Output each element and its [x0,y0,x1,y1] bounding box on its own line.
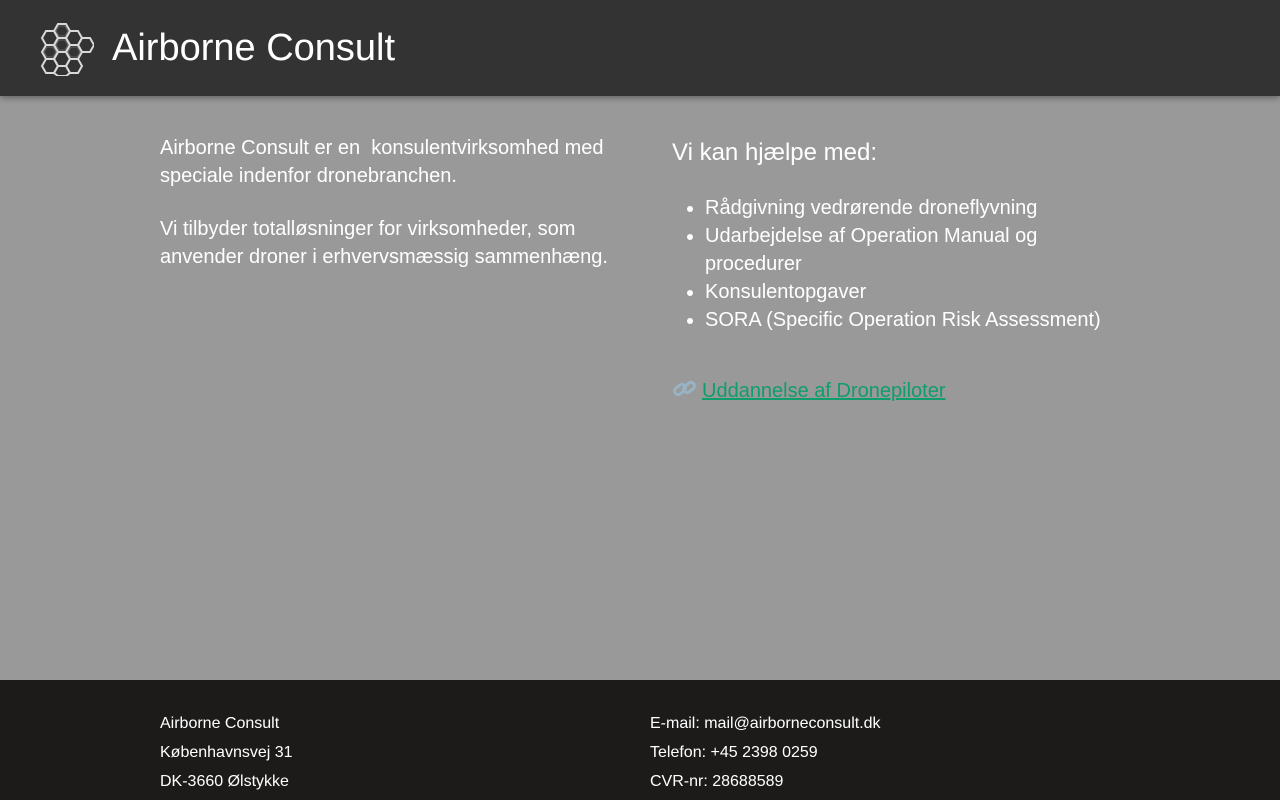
training-link[interactable]: Uddannelse af Dronepiloter [702,380,946,402]
site-header [0,0,1280,96]
services-column [672,136,1122,405]
intro-column [160,134,630,296]
list-item: • Rådgivning vedrørende droneflyvning [705,194,1122,222]
link-icon [672,378,698,400]
footer-phone[interactable]: Telefon: +45 2398 0259 [650,744,818,761]
list-item: • SORA (Specific Operation Risk Assessment) [705,306,1122,334]
training-link-row [672,377,1122,405]
site-footer [0,680,1280,800]
footer-company: Airborne Consult [160,715,280,732]
site-title[interactable]: Airborne Consult [112,27,396,69]
footer-city: DK-3660 Ølstykke [160,773,289,790]
main-content [0,96,1280,680]
footer-email[interactable]: E-mail: mail@airborneconsult.dk [650,715,881,732]
footer-cvr: CVR-nr: 28688589 [650,773,784,790]
footer-contact [650,709,881,796]
list-item: • Udarbejdelse af Operation Manual og procedurer [705,222,1122,278]
footer-street: Københavnsvej 31 [160,744,293,761]
intro-paragraph: Airborne Consult er en konsulentvirksomhed med speciale indenfor dronebranchen. [160,137,610,187]
hexagon-cluster-icon[interactable] [38,20,94,76]
footer-address [160,709,293,796]
services-list [672,194,1122,334]
services-heading: Vi kan hjælpe med: [672,139,878,166]
list-item: • Konsulentopgaver [705,278,1122,306]
intro-paragraph: Vi tilbyder totalløsninger for virksomheder, som anvender droner i erhvervsmæssig sammenhæng. [160,218,608,268]
